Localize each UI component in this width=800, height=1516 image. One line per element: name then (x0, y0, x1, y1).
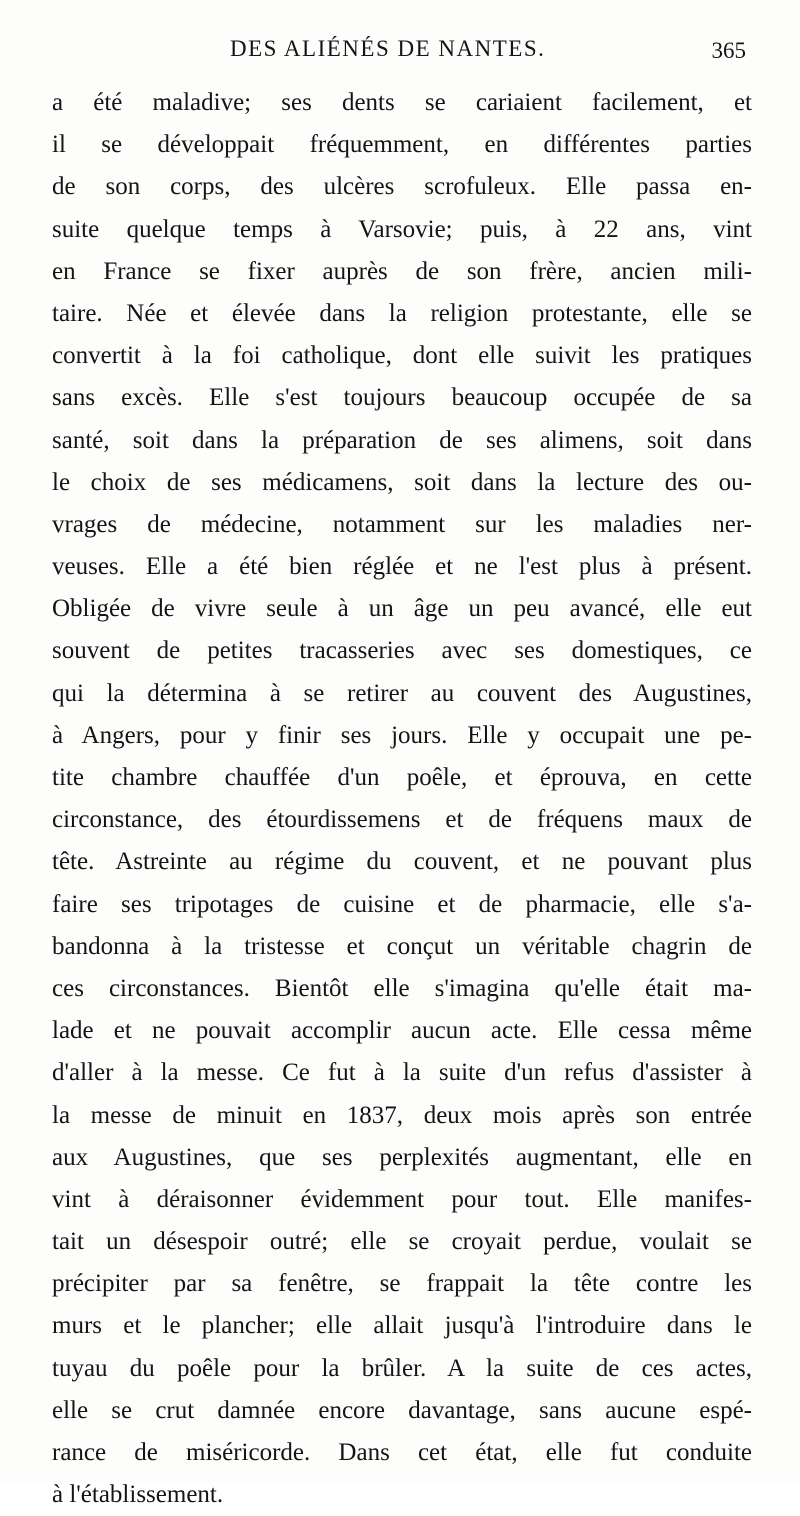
body-text (52, 82, 752, 1516)
text-line: d'aller à la messe. Ce fut à la suite d'un refus d'assister à (52, 1059, 752, 1087)
text-line: le choix de ses médicamens, soit dans la lecture des ou- (52, 468, 752, 496)
text-line: vint à déraisonner évidemment pour tout. Elle manifes- (52, 1185, 752, 1213)
text-line: convertit à la foi catholique, dont elle suivit les pratiques (52, 342, 752, 370)
text-line: aux Augustines, que ses perplexités augmentant, elle en (52, 1143, 752, 1171)
text-line: Obligée de vivre seule à un âge un peu avancé, elle eut (52, 595, 752, 623)
text-line: faire ses tripotages de cuisine et de pharmacie, elle s'a- (52, 890, 752, 918)
text-line: lade et ne pouvait accomplir aucun acte. Elle cessa même (52, 1017, 752, 1045)
text-line: à l'établissement. (52, 1481, 224, 1509)
text-line: souvent de petites tracasseries avec ses domestiques, ce (52, 637, 752, 665)
text-line: rance de miséricorde. Dans cet état, elle fut conduite (52, 1439, 752, 1466)
page-number: 365 (711, 38, 746, 63)
text-line: précipiter par sa fenêtre, se frappait la tête contre les (52, 1270, 752, 1298)
text-line: tait un désespoir outré; elle se croyait perdue, voulait se (52, 1228, 752, 1256)
text-line: veuses. Elle a été bien réglée et ne l'est plus à présent. (52, 553, 752, 581)
text-line: vrages de médecine, notamment sur les maladies ner- (52, 510, 752, 538)
text-line: santé, soit dans la préparation de ses alimens, soit dans (52, 426, 752, 454)
text-line: elle se crut damnée encore davantage, sans aucune espé- (52, 1396, 752, 1424)
text-line: circonstance, des étourdissemens et de fréquens maux de (52, 806, 752, 834)
text-line: murs et le plancher; elle allait jusqu'à l'introduire dans le (52, 1312, 752, 1340)
text-line: il se développait fréquemment, en différentes parties (52, 131, 752, 159)
text-line: qui la détermina à se retirer au couvent des Augustines, (52, 679, 752, 707)
text-line: la messe de minuit en 1837, deux mois après son entrée (52, 1101, 752, 1129)
text-line: taire. Née et élevée dans la religion protestante, elle se (52, 299, 752, 327)
running-title: DES ALIÉNÉS DE NANTES. (230, 36, 546, 61)
text-line: a été maladive; ses dents se cariaient facilement, et (52, 89, 752, 116)
text-line: en France se fixer auprès de son frère, ancien mili- (52, 257, 752, 285)
page-header (52, 36, 752, 76)
text-line: ces circonstances. Bientôt elle s'imagina qu'elle était ma- (52, 974, 752, 1002)
text-line: à Angers, pour y finir ses jours. Elle y occupait une pe- (52, 721, 752, 749)
text-line: suite quelque temps à Varsovie; puis, à 22 ans, vint (52, 215, 752, 243)
text-line: tête. Astreinte au régime du couvent, et ne pouvant plus (52, 848, 752, 876)
text-line: tuyau du poêle pour la brûler. A la suite de ces actes, (52, 1354, 752, 1382)
text-line: tite chambre chauffée d'un poêle, et éprouva, en cette (52, 764, 752, 791)
text-line: de son corps, des ulcères scrofuleux. Elle passa en- (52, 173, 752, 201)
text-line: sans excès. Elle s'est toujours beaucoup occupée de sa (52, 384, 752, 412)
text-line: bandonna à la tristesse et conçut un véritable chagrin de (52, 932, 752, 960)
